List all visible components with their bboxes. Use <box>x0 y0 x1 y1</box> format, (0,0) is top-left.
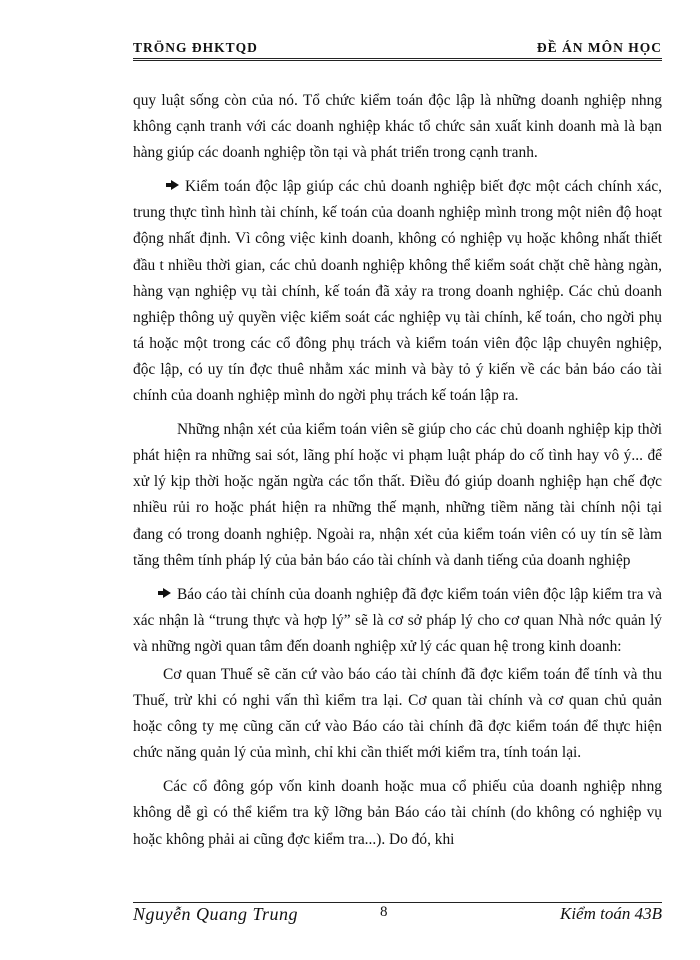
document-body <box>133 88 662 861</box>
page-footer <box>133 902 662 933</box>
page-header <box>133 40 662 61</box>
paragraph-5: Cơ quan Thuế sẽ căn cứ vào báo cáo tài chính đã đợc kiểm toán để tính và thu Thuế, trừ khi có nghi vấn thì kiểm tra lại. Cơ quan tài chính và cơ quan chủ quản hoặc công ty mẹ cũng căn cứ vào Báo cáo tài chính đã đợc kiểm toán để thực hiện chức năng quản lý của mình, chỉ khi cần thiết mới kiểm tra, tính toán lại. <box>133 665 662 762</box>
header-title: ĐỀ ÁN MÔN HỌC <box>536 40 662 55</box>
paragraph-1: quy luật sống còn của nó. Tổ chức kiểm toán độc lập là những doanh nghiệp nhng không cạnh tranh với các doanh nghiệp khác tổ chức sản xuất kinh doanh mà là bạn hàng giúp các doanh nghiệp tồn tại và phát triển trong cạnh tranh. <box>133 92 662 162</box>
course-label: Kiểm toán 43B <box>560 904 662 923</box>
paragraph-2: Kiểm toán độc lập giúp các chủ doanh nghiệp biết đợc một cách chính xác, trung thực tình hình tài chính, kế toán của doanh nghiệp mình trong một niên độ hoạt động nhất định. Vì công việc kinh doanh, không có nghiệp vụ hoặc không nhất thiết đầu t nhiều thời gian, các chủ doanh nghiệp không thể kiểm soát chặt chẽ hàng ngàn, hàng vạn nghiệp vụ tài chính, kế toán đã xảy ra trong doanh nghiệp. Các chủ doanh nghiệp thông uỷ quyền việc kiểm soát các nghiệp vụ tài chính, kế toán, cho ngời phụ tá hoặc một trong các cổ đông phụ trách và kiểm toán viên độc lập chuyên nghiệp, độc lập, có uy tín đợc thuê nhằm xác minh và bày tỏ ý kiến về các bản báo cáo tài chính của doanh nghiệp mình do ngời phụ trách kế toán lập ra. <box>133 178 662 405</box>
paragraph-6: Các cổ đông góp vốn kinh doanh hoặc mua cổ phiếu của doanh nghiệp nhng không dễ gì có thể kiểm tra kỹ lỡng bản Báo cáo tài chính (do không có nghiệp vụ hoặc không phải ai cũng đợc kiểm tra...). Do đó, khi <box>133 778 662 848</box>
author-name: Nguyễn Quang Trung <box>133 904 299 924</box>
arrow-bullet-icon <box>171 180 179 190</box>
header-school: TRÖNG ĐHKTQD <box>133 40 258 55</box>
arrow-bullet-icon <box>163 588 171 598</box>
page-number: 8 <box>380 904 388 920</box>
paragraph-4: Báo cáo tài chính của doanh nghiệp đã đợc kiểm toán viên độc lập kiểm tra và xác nhận là “trung thực và hợp lý” sẽ là cơ sở pháp lý cho cơ quan Nhà nớc quản lý và những ngời quan tâm đến doanh nghiệp xử lý các quan hệ trong kinh doanh: <box>133 585 662 655</box>
paragraph-3: Những nhận xét của kiểm toán viên sẽ giúp cho các chủ doanh nghiệp kịp thời phát hiện ra những sai sót, lãng phí hoặc vi phạm luật pháp do cố tình hay vô ý... để xử lý kịp thời hoặc ngăn ngừa các tổn thất. Điều đó giúp doanh nghiệp hạn chế đợc nhiều rủi ro hoặc phát hiện ra những thế mạnh, những tiềm năng tài chính nội tại đang có trong doanh nghiệp. Ngoài ra, nhận xét của kiểm toán viên có uy tín sẽ làm tăng thêm tính pháp lý của bản báo cáo tài chính và danh tiếng của doanh nghiệp <box>133 421 662 569</box>
